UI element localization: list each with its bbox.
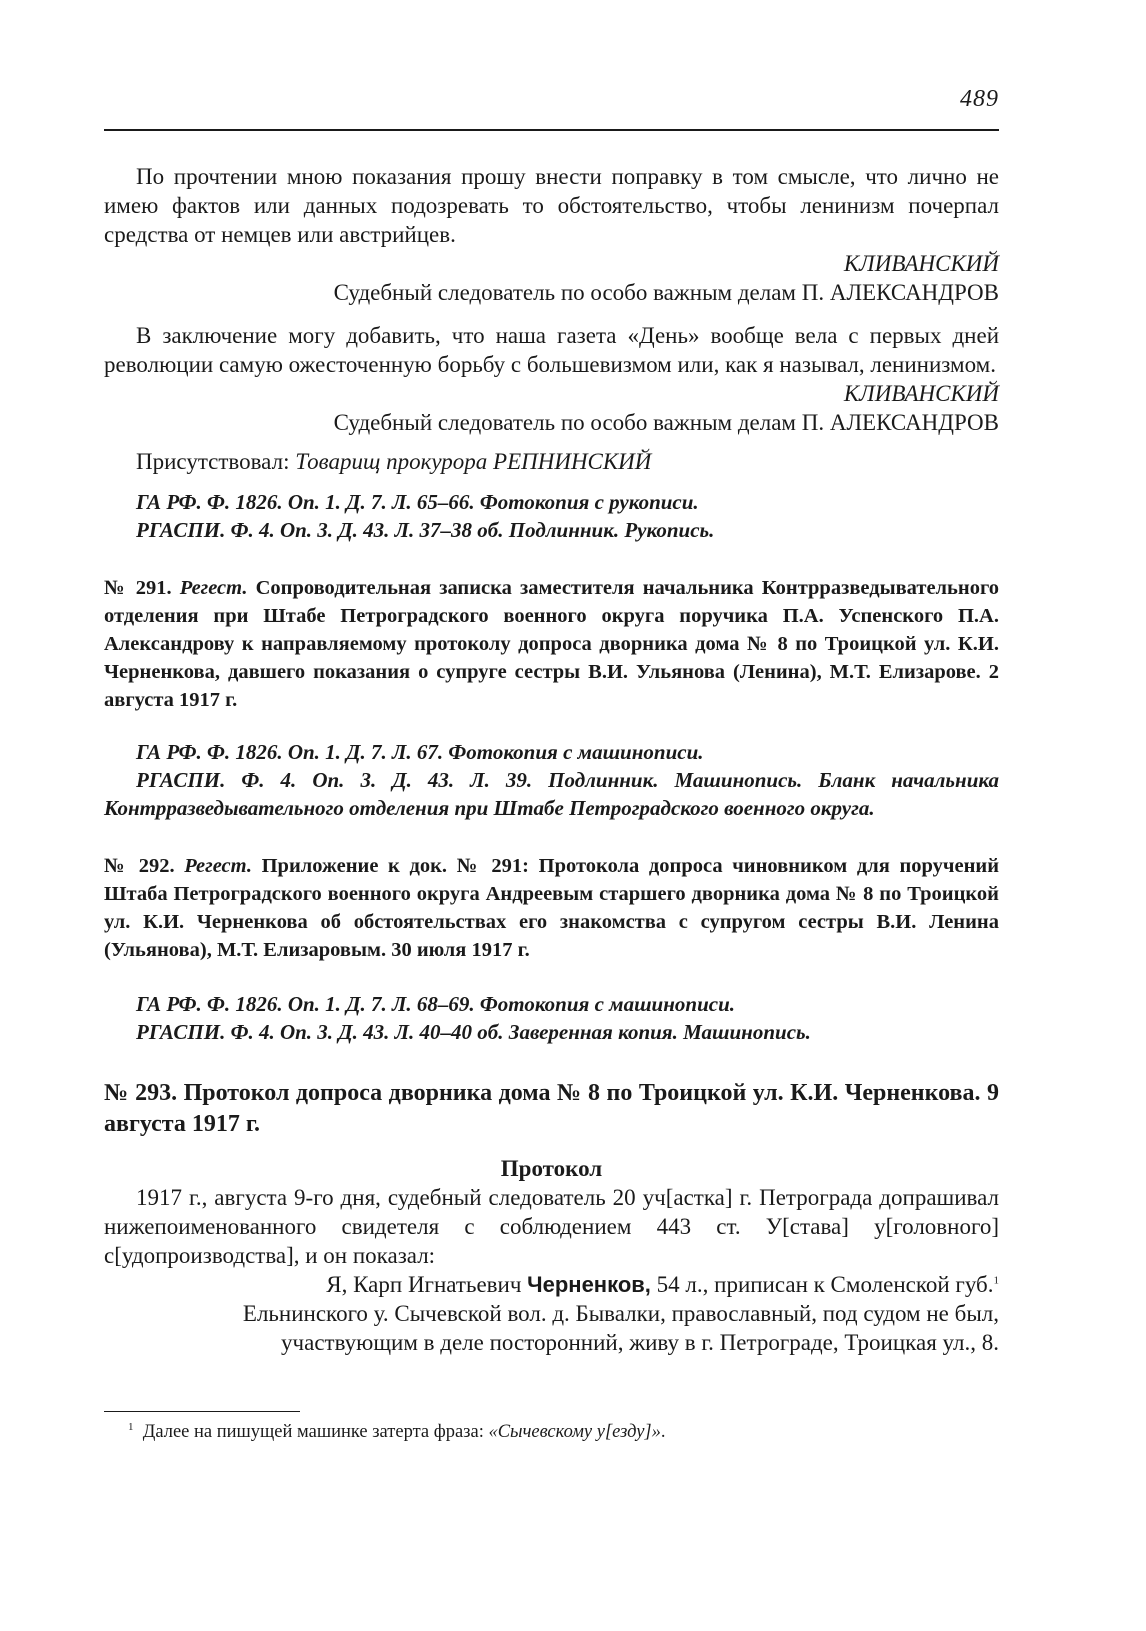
regest-292: [104, 852, 999, 964]
footnote-end: .: [660, 1422, 666, 1442]
witness-post: 54 л., приписан к Смоленской губ.: [650, 1272, 994, 1297]
source-block-1: [104, 488, 999, 544]
witness-line-1: [104, 1270, 999, 1299]
source-block-3: [104, 990, 999, 1046]
footnote-rule: [104, 1411, 300, 1412]
source-line: РГАСПИ. Ф. 4. Оп. 3. Д. 43. Л. 39. Подлинник. Машинопись. Бланк начальника Контрразведывательного отделения при Штабе Петроградского военного округа.: [104, 768, 999, 820]
present-label: Присутствовал:: [136, 449, 296, 474]
regest-text: Приложение к док. № 291: Протокола допроса чиновником для поручений Штаба Петроградского военного округа Андреевым старшего дворника дома № 8 по Троицкой ул. К.И. Черненкова об обстоятельствах его знакомства с супругом сестры В.И. Ленина (Ульянова), М.Т. Елизаровым. 30 июля 1917 г.: [104, 855, 999, 961]
document-293-title: № 293. Протокол допроса дворника дома № 8 по Троицкой ул. К.И. Черненкова. 9 августа 1917 г.: [104, 1080, 999, 1137]
footnote-mark: 1: [128, 1420, 134, 1433]
witness-pre: Я, Карп Игнатьевич: [326, 1272, 528, 1297]
regest-label: Регест.: [184, 855, 252, 877]
footnote-italic: «Сычевскому у[езду]»: [488, 1422, 661, 1442]
source-line: РГАСПИ. Ф. 4. Оп. 3. Д. 43. Л. 37–38 об. Подлинник. Рукопись.: [136, 518, 715, 542]
present-line: [104, 447, 999, 476]
page-content: [104, 162, 999, 1357]
protocol-paragraph: 1917 г., августа 9-го дня, судебный следователь 20 уч[астка] г. Петрограда допрашивал нижепоименованного свидетеля с соблюдением 443 ст. У[става] у[головного] с[удопроизводства], и он показал:: [104, 1185, 999, 1268]
paragraph-conclusion: В заключение могу добавить, что наша газета «День» вообще вела с первых дней революции самую ожесточенную борьбу с большевизмом или, как я называл, ленинизмом.: [104, 323, 999, 377]
protocol-heading: Протокол: [500, 1156, 603, 1181]
present-name: Товарищ прокурора РЕПНИНСКИЙ: [295, 449, 652, 474]
page-number: 489: [960, 86, 999, 112]
witness-name: Черненков,: [527, 1272, 651, 1297]
source-line: ГА РФ. Ф. 1826. Оп. 1. Д. 7. Л. 68–69. Фотокопия с машинописи.: [136, 992, 736, 1016]
signature-investigator-1: Судебный следователь по особо важным делам П. АЛЕКСАНДРОВ: [333, 280, 999, 305]
header-rule: [104, 129, 999, 131]
source-line: РГАСПИ. Ф. 4. Оп. 3. Д. 43. Л. 40–40 об. Заверенная копия. Машинопись.: [136, 1020, 811, 1044]
source-line: ГА РФ. Ф. 1826. Оп. 1. Д. 7. Л. 67. Фотокопия с машинописи.: [136, 740, 704, 764]
footnote-reference[interactable]: 1: [993, 1274, 999, 1287]
source-block-2: [104, 738, 999, 822]
signature-investigator-2: Судебный следователь по особо важным делам П. АЛЕКСАНДРОВ: [333, 410, 999, 435]
regest-label: Регест.: [179, 577, 248, 599]
paragraph-correction: По прочтении мною показания прошу внести поправку в том смысле, что лично не имею фактов или данных подозревать то обстоятельство, чтобы ленинизм почерпал средства от немцев или австрийцев.: [104, 164, 999, 247]
witness-line-2: Ельнинского у. Сычевской вол. д. Бывалки, православный, под судом не был,: [242, 1301, 999, 1326]
signature-klivansky-2: КЛИВАНСКИЙ: [843, 381, 999, 406]
doc-number: № 291.: [104, 577, 180, 599]
doc-number: № 292.: [104, 855, 185, 877]
regest-text: Сопроводительная записка заместителя начальника Контрразведывательного отделения при Штабе Петроградского военного округа поручика П.А. Успенского П.А. Александрову к направляемому протоколу допроса дворника дома № 8 по Троицкой ул. К.И. Черненкова, давшего показания о супруге сестры В.И. Ульянова (Ленина), М.Т. Елизарове. 2 августа 1917 г.: [104, 577, 1000, 711]
signature-klivansky-1: КЛИВАНСКИЙ: [843, 251, 999, 276]
source-line: ГА РФ. Ф. 1826. Оп. 1. Д. 7. Л. 65–66. Фотокопия с рукописи.: [136, 490, 699, 514]
witness-line-3: участвующим в деле посторонний, живу в г. Петрограде, Троицкая ул., 8.: [281, 1330, 999, 1355]
regest-291: [104, 574, 999, 714]
footnote: [128, 1420, 666, 1444]
footnote-text: Далее на пишущей машинке затерта фраза:: [142, 1422, 489, 1442]
